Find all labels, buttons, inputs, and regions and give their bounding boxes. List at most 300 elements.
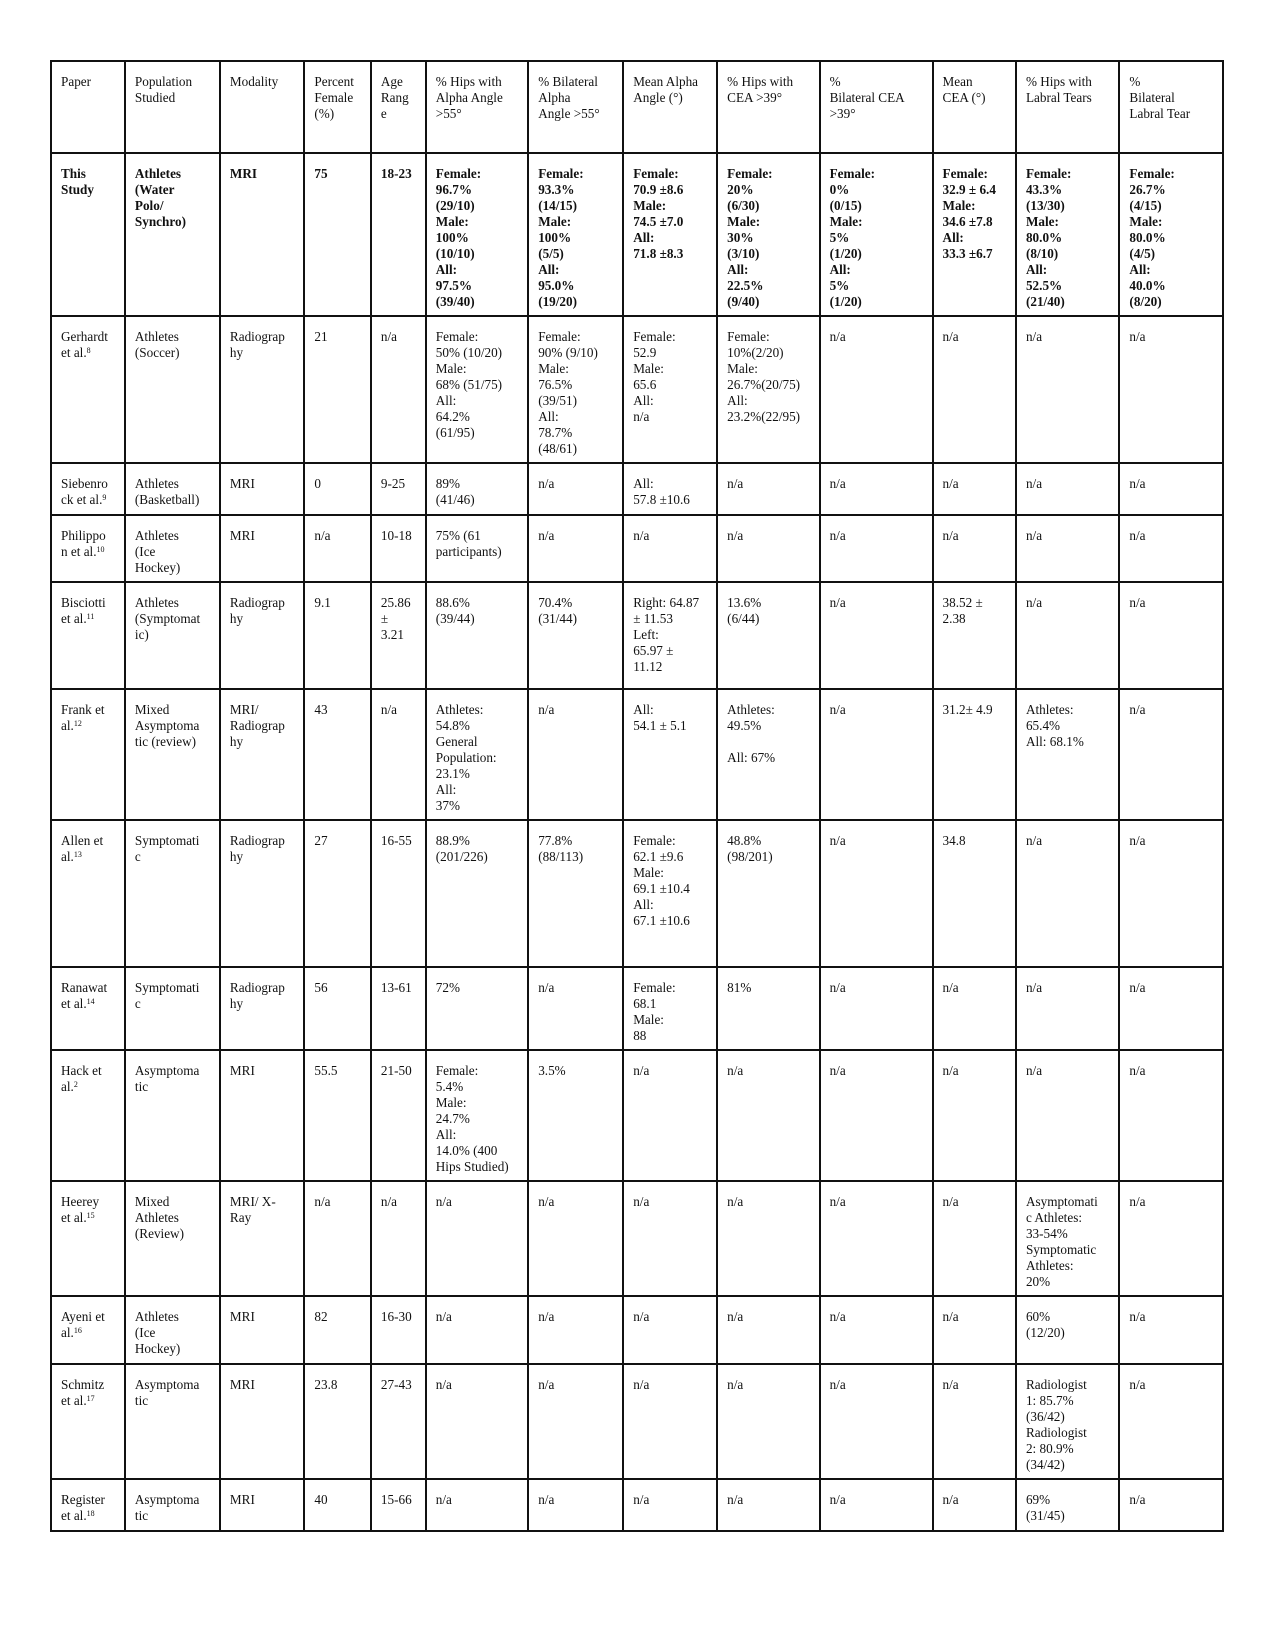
cell-line: n/a: [1129, 1063, 1146, 1078]
cell-population: [125, 1181, 220, 1296]
cell-line: Athletes: [134, 1309, 179, 1324]
cell-hips-labral: [1016, 153, 1119, 316]
cell-population: [125, 1296, 220, 1364]
cell-line: n/a: [538, 476, 555, 491]
cell-line: 72%: [435, 980, 460, 995]
cell-line: (5/5): [538, 246, 564, 261]
reference-superscript: 16: [73, 1326, 82, 1335]
reference-superscript: 18: [86, 1509, 95, 1518]
cell-line: Female:: [727, 166, 773, 181]
cell-line: MRI/ X-: [229, 1194, 276, 1209]
cell-mean-alpha: [623, 820, 717, 967]
cell-line: et al.$^8$: [61, 345, 91, 360]
cell-line: Gerhardt: [61, 329, 108, 344]
cell-line: 0: [314, 476, 321, 491]
cell-line: n/a: [633, 528, 650, 543]
cell-line: 57.8 ±10.6: [633, 492, 690, 507]
cell-mean-cea: [933, 1364, 1016, 1479]
cell-line: 43.3%: [1025, 182, 1063, 197]
cell-population: [125, 515, 220, 582]
cell-bilateral-labral: [1119, 582, 1223, 689]
cell-line: (10/10): [435, 246, 475, 261]
cell-line: Frank et: [61, 702, 105, 717]
cell-line: Asymptoma: [134, 1492, 200, 1507]
cell-percent-female: [304, 1296, 371, 1364]
cell-line: n/a: [829, 1492, 846, 1507]
cell-line: hy: [229, 345, 244, 360]
cell-line: 15-66: [380, 1492, 412, 1507]
cell-line: n/a: [380, 1194, 398, 1209]
reference-superscript: 8: [86, 346, 91, 355]
cell-line: >55°: [435, 106, 462, 121]
cell-line: c Athletes:: [1025, 1210, 1082, 1225]
cell-mean-alpha: [623, 316, 717, 463]
cell-line: n/a: [829, 702, 846, 717]
cell-line: 80.0%: [1129, 230, 1166, 245]
cell-line: 93.3%: [538, 182, 575, 197]
cell-line: Female:: [829, 166, 875, 181]
cell-line: >39°: [829, 106, 856, 121]
cell-mean-cea: [933, 1050, 1016, 1181]
cell-line: 75% (61: [435, 528, 481, 543]
cell-line: n/a: [942, 1377, 959, 1392]
cell-line: 33-54%: [1025, 1226, 1068, 1241]
cell-mean-cea: [933, 820, 1016, 967]
cell-bilateral-alpha: [528, 463, 623, 515]
cell-line: 14.0% (400: [435, 1143, 498, 1158]
cell-line: n/a: [829, 329, 846, 344]
cell-line: (Basketball): [134, 492, 200, 507]
cell-line: Radiologist: [1025, 1425, 1087, 1440]
cell-line: All:: [1129, 262, 1151, 277]
cell-bilateral-alpha: [528, 1364, 623, 1479]
cell-line: All:: [633, 897, 654, 912]
cell-line: n/a: [1129, 329, 1146, 344]
cell-line: Male:: [435, 214, 469, 229]
cell-line: 88.9%: [435, 833, 470, 848]
cell-bilateral-labral: [1119, 1181, 1223, 1296]
cell-line: Athletes:: [1025, 702, 1074, 717]
cell-line: 100%: [435, 230, 469, 245]
cell-line: 27: [314, 833, 328, 848]
header-cell-bilateral-cea: [820, 61, 933, 153]
cell-line: 25.86: [380, 595, 411, 610]
cell-line: 96.7%: [435, 182, 473, 197]
cell-line: 16-55: [380, 833, 412, 848]
cell-population: [125, 463, 220, 515]
cell-line: MRI: [229, 476, 255, 491]
cell-hips-alpha: [426, 820, 528, 967]
cell-line: Labral Tears: [1025, 90, 1092, 105]
cell-modality: [220, 1479, 304, 1531]
cell-bilateral-cea: [820, 689, 933, 820]
cell-line: n/a: [727, 1309, 744, 1324]
cell-line: c: [134, 849, 141, 864]
cell-line: Mean: [942, 74, 973, 89]
cell-line: 67.1 ±10.6: [633, 913, 690, 928]
cell-line: 2: 80.9%: [1025, 1441, 1074, 1456]
cell-population: [125, 582, 220, 689]
cell-line: 68.1: [633, 996, 657, 1011]
cell-paper: [51, 153, 125, 316]
cell-line: 13.6%: [727, 595, 762, 610]
cell-bilateral-labral: [1119, 153, 1223, 316]
cell-line: 10%(2/20): [727, 345, 784, 360]
cell-bilateral-alpha: [528, 820, 623, 967]
cell-line: ic): [134, 627, 149, 642]
cell-line: 97.5%: [435, 278, 473, 293]
cell-line: 21-50: [380, 1063, 412, 1078]
cell-line: Athletes: [134, 1210, 179, 1225]
cell-line: Right: 64.87: [633, 595, 700, 610]
cell-hips-cea: [717, 967, 819, 1050]
cell-line: 5%: [829, 230, 850, 245]
cell-line: 30%: [727, 230, 754, 245]
cell-hips-cea: [717, 1479, 819, 1531]
table-row: [51, 316, 1223, 463]
cell-line: 65.4%: [1025, 718, 1061, 733]
cell-line: (48/61): [538, 441, 578, 456]
cell-line: (13/30): [1025, 198, 1065, 213]
cell-line: Female:: [435, 166, 482, 181]
cell-line: n/a: [1129, 702, 1146, 717]
header-cell-age-range: [371, 61, 426, 153]
cell-line: 22.5%: [727, 278, 764, 293]
cell-line: (8/20): [1129, 294, 1162, 309]
cell-line: Female:: [633, 329, 676, 344]
cell-line: (1/20): [829, 294, 862, 309]
cell-line: MRI/: [229, 702, 259, 717]
cell-line: All:: [435, 782, 457, 797]
cell-line: Hack et: [61, 1063, 102, 1078]
cell-line: 0%: [829, 182, 850, 197]
cell-mean-alpha: [623, 1364, 717, 1479]
cell-modality: [220, 316, 304, 463]
cell-line: et al.$^{15}$: [61, 1210, 95, 1225]
cell-line: tic: [134, 1079, 149, 1094]
cell-line: n/a: [633, 1309, 650, 1324]
cell-line: ± 11.53: [633, 611, 673, 626]
cell-mean-alpha: [623, 153, 717, 316]
cell-line: (Ice: [134, 1325, 156, 1340]
cell-bilateral-alpha: [528, 582, 623, 689]
cell-line: All: 68.1%: [1025, 734, 1084, 749]
cell-line: n/a: [633, 409, 650, 424]
cell-line: Male:: [538, 361, 569, 376]
cell-paper: [51, 967, 125, 1050]
cell-percent-female: [304, 582, 371, 689]
cell-hips-alpha: [426, 689, 528, 820]
cell-modality: [220, 1364, 304, 1479]
cell-line: hy: [229, 611, 244, 626]
cell-bilateral-alpha: [528, 1050, 623, 1181]
cell-line: 69.1 ±10.4: [633, 881, 690, 896]
cell-line: ±: [380, 611, 389, 626]
cell-line: Female:: [1025, 166, 1072, 181]
cell-line: 32.9 ± 6.4: [942, 182, 996, 197]
cell-line: et al.$^{17}$: [61, 1393, 95, 1408]
cell-line: n/a: [727, 1377, 744, 1392]
cell-line: Male:: [633, 361, 664, 376]
header-cell-mean-cea: [933, 61, 1016, 153]
cell-bilateral-labral: [1119, 1364, 1223, 1479]
cell-percent-female: [304, 1050, 371, 1181]
cell-hips-alpha: [426, 153, 528, 316]
cell-line: (29/10): [435, 198, 475, 213]
cell-bilateral-labral: [1119, 967, 1223, 1050]
table-row: [51, 1479, 1223, 1531]
cell-line: Radiograp: [229, 833, 285, 848]
cell-modality: [220, 1050, 304, 1181]
cell-bilateral-alpha: [528, 153, 623, 316]
cell-line: n/a: [1129, 980, 1146, 995]
cell-line: 3.21: [380, 627, 404, 642]
cell-line: n/a: [1025, 528, 1043, 543]
cell-paper: [51, 689, 125, 820]
cell-line: MRI: [229, 1377, 255, 1392]
cell-line: All:: [727, 262, 749, 277]
cell-line: n/a: [633, 1492, 650, 1507]
cell-line: n/a: [829, 1194, 846, 1209]
cell-line: al.$^{13}$: [61, 849, 82, 864]
cell-line: tic: [134, 1508, 149, 1523]
table-row: [51, 153, 1223, 316]
cell-hips-labral: [1016, 1050, 1119, 1181]
cell-line: n/a: [633, 1063, 650, 1078]
cell-line: 65.6: [633, 377, 657, 392]
cell-line: n/a: [1025, 980, 1043, 995]
cell-line: (21/40): [1025, 294, 1065, 309]
cell-line: MRI: [229, 166, 258, 181]
cell-age-range: [371, 153, 426, 316]
cell-line: Percent: [314, 74, 354, 89]
cell-age-range: [371, 515, 426, 582]
cell-line: n/a: [435, 1377, 452, 1392]
cell-percent-female: [304, 967, 371, 1050]
cell-line: 76.5%: [538, 377, 573, 392]
cell-hips-alpha: [426, 463, 528, 515]
cell-line: 89%: [435, 476, 460, 491]
cell-line: (0/15): [829, 198, 862, 213]
cell-line: 26.7%: [1129, 182, 1166, 197]
reference-superscript: 17: [86, 1394, 95, 1403]
cell-hips-labral: [1016, 967, 1119, 1050]
cell-line: All:: [633, 230, 655, 245]
cell-line: tic: [134, 1393, 149, 1408]
cell-line: Siebenro: [61, 476, 108, 491]
cell-line: All:: [435, 393, 457, 408]
cell-line: Angle >55°: [538, 106, 600, 121]
reference-superscript: 12: [73, 719, 82, 728]
cell-line: al.$^{16}$: [61, 1325, 82, 1340]
cell-line: Mixed: [134, 1194, 170, 1209]
header-cell-mean-alpha: [623, 61, 717, 153]
cell-mean-alpha: [623, 582, 717, 689]
cell-line: Synchro): [134, 214, 186, 229]
cell-line: Female:: [538, 166, 584, 181]
cell-line: n et al.$^{10}$: [61, 544, 105, 559]
cell-bilateral-labral: [1119, 463, 1223, 515]
cell-line: 13-61: [380, 980, 412, 995]
cell-line: 68% (51/75): [435, 377, 503, 392]
cell-line: All:: [633, 702, 654, 717]
cell-line: %: [829, 74, 841, 89]
cell-line: Female:: [435, 329, 479, 344]
cell-line: 48.8%: [727, 833, 762, 848]
cell-line: n/a: [538, 1492, 555, 1507]
cell-line: (4/5): [1129, 246, 1156, 261]
cell-line: participants): [435, 544, 502, 559]
cell-line: (201/226): [435, 849, 488, 864]
table-row: [51, 515, 1223, 582]
header-cell-percent-female: [304, 61, 371, 153]
cell-percent-female: [304, 153, 371, 316]
cell-line: n/a: [1025, 329, 1043, 344]
cell-line: n/a: [380, 329, 398, 344]
table-row: [51, 1050, 1223, 1181]
cell-percent-female: [304, 316, 371, 463]
cell-line: Radiograp: [229, 980, 285, 995]
cell-line: Radiologist: [1025, 1377, 1087, 1392]
cell-line: 70.4%: [538, 595, 573, 610]
cell-line: Female:: [633, 166, 679, 181]
cell-line: 52.9: [633, 345, 657, 360]
cell-line: ck et al.$^9$: [61, 492, 107, 507]
cell-age-range: [371, 689, 426, 820]
cell-line: Age: [380, 74, 403, 89]
cell-line: Mixed: [134, 702, 170, 717]
cell-line: tic (review): [134, 734, 197, 749]
cell-hips-alpha: [426, 582, 528, 689]
cell-line: 16-30: [380, 1309, 412, 1324]
cell-line: 10-18: [380, 528, 412, 543]
cell-line: et al.$^{11}$: [61, 611, 95, 626]
cell-line: (31/44): [538, 611, 578, 626]
cell-line: n/a: [1025, 595, 1043, 610]
cell-line: Male:: [942, 198, 976, 213]
cell-mean-alpha: [623, 1050, 717, 1181]
cell-line: % Hips with: [1025, 74, 1092, 89]
cell-line: Radiograp: [229, 718, 285, 733]
cell-line: Athletes:: [727, 702, 775, 717]
cell-line: Modality: [229, 74, 279, 89]
cell-line: Symptomatic: [1025, 1242, 1097, 1257]
table-row: [51, 820, 1223, 967]
header-cell-modality: [220, 61, 304, 153]
cell-line: Radiograp: [229, 595, 285, 610]
cell-bilateral-alpha: [528, 967, 623, 1050]
cell-line: All:: [727, 393, 748, 408]
cell-line: n/a: [727, 1063, 744, 1078]
cell-paper: [51, 316, 125, 463]
cell-line: n/a: [538, 1377, 555, 1392]
cell-line: Athletes:: [1025, 1258, 1074, 1273]
cell-line: n/a: [1025, 833, 1043, 848]
cell-line: %: [1129, 74, 1141, 89]
cell-line: n/a: [538, 980, 555, 995]
cell-population: [125, 689, 220, 820]
cell-hips-alpha: [426, 316, 528, 463]
table-row: [51, 1296, 1223, 1364]
cell-line: Male:: [829, 214, 863, 229]
cell-line: Athletes: [134, 595, 179, 610]
cell-line: n/a: [727, 1492, 744, 1507]
cell-age-range: [371, 463, 426, 515]
cell-line: Male:: [633, 198, 667, 213]
cell-line: 34.8: [942, 833, 966, 848]
cell-line: 38.52 ±: [942, 595, 983, 610]
cell-line: (6/44): [727, 611, 760, 626]
cell-line: All:: [538, 409, 559, 424]
cell-line: % Hips with: [727, 74, 794, 89]
cell-line: n/a: [380, 702, 398, 717]
cell-bilateral-cea: [820, 1050, 933, 1181]
cell-line: (98/201): [727, 849, 773, 864]
cell-line: n/a: [829, 476, 846, 491]
cell-hips-alpha: [426, 1050, 528, 1181]
cell-bilateral-alpha: [528, 316, 623, 463]
cell-line: n/a: [1129, 476, 1146, 491]
cell-percent-female: [304, 515, 371, 582]
cell-bilateral-alpha: [528, 1181, 623, 1296]
cell-bilateral-cea: [820, 1364, 933, 1479]
cell-line: All:: [633, 476, 654, 491]
cell-age-range: [371, 1181, 426, 1296]
cell-percent-female: [304, 1479, 371, 1531]
cell-mean-alpha: [623, 515, 717, 582]
cell-line: 49.5%: [727, 718, 762, 733]
cell-mean-alpha: [623, 967, 717, 1050]
cell-percent-female: [304, 1364, 371, 1479]
cell-line: Bilateral CEA: [829, 90, 905, 105]
cell-population: [125, 316, 220, 463]
cell-line: 27-43: [380, 1377, 412, 1392]
cell-bilateral-labral: [1119, 515, 1223, 582]
header-cell-hips-cea: [717, 61, 819, 153]
cell-line: All:: [942, 230, 964, 245]
cell-line: n/a: [435, 1492, 452, 1507]
cell-hips-labral: [1016, 1364, 1119, 1479]
cell-line: Female:: [1129, 166, 1175, 181]
cell-line: n/a: [633, 1194, 650, 1209]
cell-line: Ranawat: [61, 980, 108, 995]
cell-bilateral-labral: [1119, 316, 1223, 463]
cell-line: CEA (°): [942, 90, 986, 105]
cell-line: (9/40): [727, 294, 760, 309]
cell-line: Bisciotti: [61, 595, 106, 610]
cell-line: (4/15): [1129, 198, 1162, 213]
cell-line: 50% (10/20): [435, 345, 503, 360]
cell-bilateral-cea: [820, 463, 933, 515]
cell-percent-female: [304, 820, 371, 967]
cell-line: All:: [829, 262, 851, 277]
cell-modality: [220, 515, 304, 582]
cell-line: 82: [314, 1309, 328, 1324]
cell-line: 33.3 ±6.7: [942, 246, 993, 261]
cell-mean-cea: [933, 689, 1016, 820]
cell-line: n/a: [942, 980, 959, 995]
cell-line: Mean Alpha: [633, 74, 699, 89]
cell-mean-alpha: [623, 463, 717, 515]
cell-line: Angle (°): [633, 90, 683, 105]
cell-hips-cea: [717, 689, 819, 820]
cell-line: Male:: [727, 214, 761, 229]
cell-line: n/a: [829, 1377, 846, 1392]
cell-line: Philippo: [61, 528, 106, 543]
cell-line: Schmitz: [61, 1377, 105, 1392]
cell-line: (19/20): [538, 294, 578, 309]
cell-line: n/a: [727, 1194, 744, 1209]
